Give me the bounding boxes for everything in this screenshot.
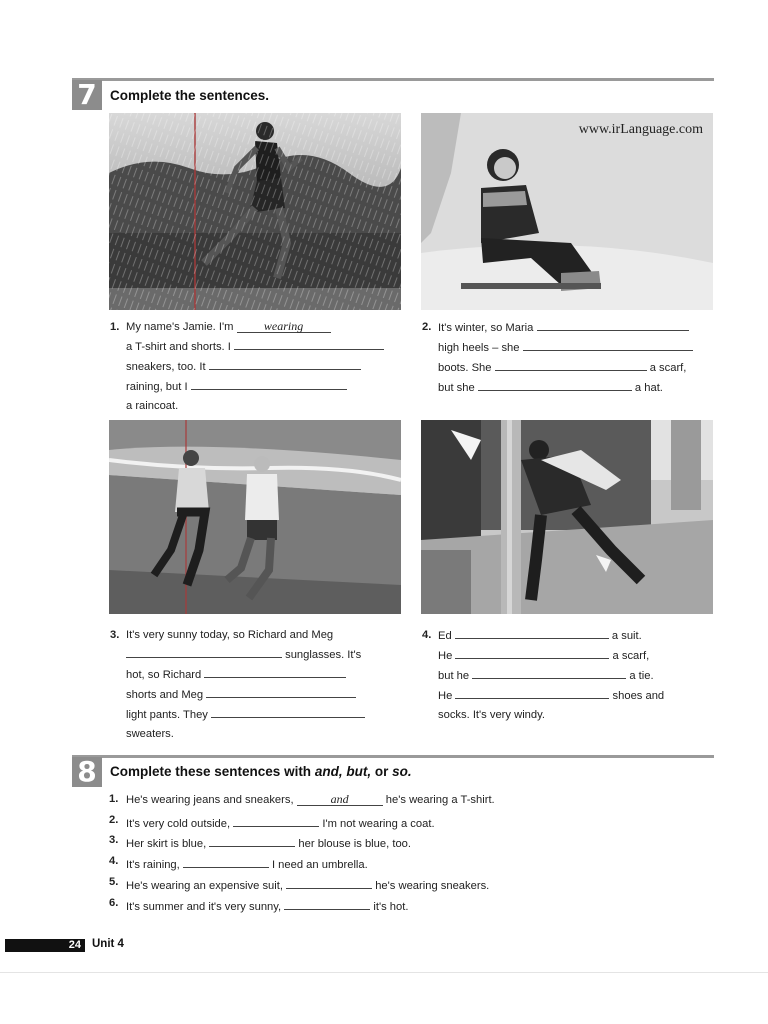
item-number: 3. xyxy=(109,834,119,846)
answer-blank[interactable] xyxy=(472,666,626,679)
sentence-text: light pants. They xyxy=(126,709,208,721)
sentence-text: sneakers, too. It xyxy=(126,361,206,373)
answer-blank[interactable] xyxy=(209,834,295,847)
answer-blank[interactable]: and xyxy=(297,793,383,806)
sentence-text: but she xyxy=(438,382,475,394)
unit-label: Unit 4 xyxy=(92,938,124,950)
sentence-text: It's winter, so Maria xyxy=(438,322,534,334)
answer-blank[interactable]: wearing xyxy=(237,320,331,333)
section-7-rule xyxy=(72,78,714,81)
sentence-text: I'm not wearing a coat. xyxy=(322,818,435,830)
section-8-title xyxy=(110,764,412,779)
sentence-text: he's wearing sneakers. xyxy=(375,880,490,892)
section-7-number: 7 xyxy=(72,80,102,110)
answer-blank[interactable] xyxy=(183,855,269,868)
sentence-text: He xyxy=(438,690,453,702)
answer-blank[interactable] xyxy=(191,377,347,390)
photo-man-in-wind xyxy=(421,420,713,614)
exercise-8-item-6 xyxy=(109,897,409,913)
sentence-text: a scarf, xyxy=(612,650,650,662)
answer-blank[interactable] xyxy=(455,626,609,639)
sentence-text: It's summer and it's very sunny, xyxy=(126,901,282,913)
photo-couple-jogging-beach xyxy=(109,420,401,614)
answer-blank[interactable] xyxy=(234,337,384,350)
answer-blank[interactable] xyxy=(523,338,693,351)
item-number: 3. xyxy=(110,629,120,641)
sentence-text: It's very sunny today, so Richard and Meg xyxy=(126,629,334,641)
item-number: 2. xyxy=(109,814,119,826)
sentence-text: He xyxy=(438,650,453,662)
sentence-text: sweaters. xyxy=(126,728,174,740)
sentence-text: a T-shirt and shorts. I xyxy=(126,341,231,353)
answer-blank[interactable] xyxy=(233,814,319,827)
sentence-text: but he xyxy=(438,670,470,682)
title-keyword-so: so. xyxy=(392,764,412,779)
sentence-text: it's hot. xyxy=(373,901,409,913)
sentence-text: Ed xyxy=(438,630,452,642)
sentence-text: shoes and xyxy=(612,690,665,702)
item-number: 6. xyxy=(109,897,119,909)
sentence-text: a tie. xyxy=(629,670,654,682)
sentence-text: shorts and Meg xyxy=(126,689,204,701)
sentence-text: a suit. xyxy=(611,630,642,642)
exercise-7-1 xyxy=(110,318,406,416)
exercise-8-item-1 xyxy=(109,792,495,806)
sentence-text: a hat. xyxy=(634,382,663,394)
item-number: 1. xyxy=(109,793,119,805)
exercise-7-2 xyxy=(422,318,718,398)
title-text: Complete these sentences with xyxy=(110,764,315,779)
sentence-text: high heels – she xyxy=(438,342,520,354)
answer-blank[interactable] xyxy=(455,646,609,659)
answer-blank[interactable] xyxy=(495,358,647,371)
answer-blank[interactable] xyxy=(455,686,609,699)
exercise-8-item-3 xyxy=(109,834,411,850)
exercise-8-item-2 xyxy=(109,814,435,830)
item-number: 4. xyxy=(109,855,119,867)
section-8-number: 8 xyxy=(72,757,102,787)
sentence-text: he's wearing a T-shirt. xyxy=(385,794,495,806)
page-number: 24 xyxy=(5,939,85,952)
answer-blank[interactable] xyxy=(478,378,632,391)
sentence-text: He's wearing jeans and sneakers, xyxy=(126,794,294,806)
answer-blank[interactable] xyxy=(209,357,361,370)
sentence-text: It's very cold outside, xyxy=(126,818,231,830)
bottom-rule xyxy=(0,972,768,973)
sentence-text: hot, so Richard xyxy=(126,669,202,681)
sentence-text: He's wearing an expensive suit, xyxy=(126,880,283,892)
answer-blank[interactable] xyxy=(126,645,282,658)
section-7-title: Complete the sentences. xyxy=(110,88,270,103)
item-number: 2. xyxy=(422,321,432,333)
exercise-7-4 xyxy=(422,626,718,725)
exercise-8-item-5 xyxy=(109,876,490,892)
sentence-text: raining, but I xyxy=(126,381,188,393)
answer-blank[interactable] xyxy=(286,876,372,889)
answer-blank[interactable] xyxy=(537,318,689,331)
exercise-7-3 xyxy=(110,626,416,744)
answer-blank[interactable] xyxy=(284,897,370,910)
watermark-text: www.irLanguage.com xyxy=(578,122,703,137)
section-8-rule xyxy=(72,755,714,758)
answer-blank[interactable] xyxy=(206,685,356,698)
title-text: or xyxy=(371,764,393,779)
photo-runner-in-rain xyxy=(109,113,401,310)
item-number: 5. xyxy=(109,876,119,888)
sentence-text: It's raining, xyxy=(126,859,180,871)
title-keyword-and: and, xyxy=(314,764,343,779)
answer-blank[interactable] xyxy=(204,665,346,678)
item-number: 1. xyxy=(110,321,120,333)
exercise-8-item-4 xyxy=(109,855,368,871)
photo-woman-in-snow xyxy=(421,113,713,310)
sentence-text: boots. She xyxy=(438,362,492,374)
title-keyword-but: but, xyxy=(346,764,372,779)
sentence-text: a raincoat. xyxy=(126,400,179,412)
sentence-text: Her skirt is blue, xyxy=(126,838,207,850)
sentence-text: socks. It's very windy. xyxy=(438,709,545,721)
sentence-text: I need an umbrella. xyxy=(271,859,368,871)
sentence-text: My name's Jamie. I'm xyxy=(126,321,234,333)
sentence-text: a scarf, xyxy=(649,362,687,374)
answer-blank[interactable] xyxy=(211,705,365,718)
sentence-text: sunglasses. It's xyxy=(285,649,362,661)
item-number: 4. xyxy=(422,629,432,641)
sentence-text: her blouse is blue, too. xyxy=(298,838,411,850)
